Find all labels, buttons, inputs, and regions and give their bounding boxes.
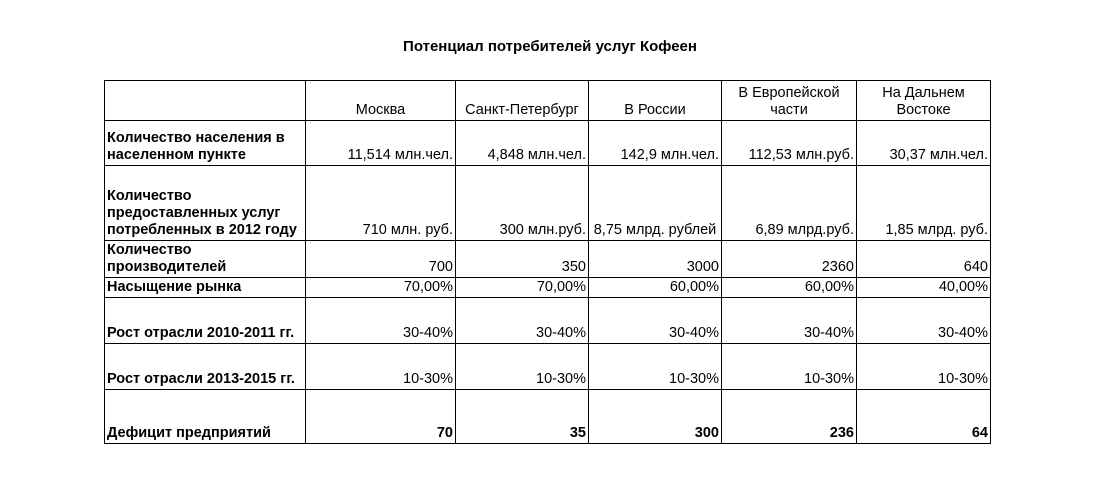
row-label: Количество предоставленных услуг потребленных в 2012 году xyxy=(105,166,306,241)
table-cell: 30-40% xyxy=(456,298,589,344)
table-row xyxy=(105,241,991,278)
table-cell: 70 xyxy=(306,390,456,444)
table-row xyxy=(105,298,991,344)
document-title: Потенциал потребителей услуг Кофеен xyxy=(403,38,697,55)
table-cell: 10-30% xyxy=(589,344,722,390)
table-cell: 640 xyxy=(857,241,991,278)
table-header-row xyxy=(105,81,991,121)
table-row xyxy=(105,166,991,241)
header-cell-russia: В России xyxy=(589,81,722,121)
table-cell: 350 xyxy=(456,241,589,278)
table-cell: 60,00% xyxy=(589,278,722,298)
row-label: Количество населения в населенном пункте xyxy=(105,121,306,166)
table-cell: 700 xyxy=(306,241,456,278)
table-cell: 11,514 млн.чел. xyxy=(306,121,456,166)
table-cell: 30-40% xyxy=(306,298,456,344)
table-cell: 2360 xyxy=(722,241,857,278)
table-cell: 70,00% xyxy=(306,278,456,298)
table-cell: 8,75 млрд. рублей xyxy=(589,166,722,241)
row-label: Насыщение рынка xyxy=(105,278,306,298)
table-cell: 10-30% xyxy=(456,344,589,390)
table-cell: 300 млн.руб. xyxy=(456,166,589,241)
table-cell: 30-40% xyxy=(589,298,722,344)
table-cell: 300 xyxy=(589,390,722,444)
table-cell: 70,00% xyxy=(456,278,589,298)
row-label: Количество производителей xyxy=(105,241,306,278)
table-cell: 710 млн. руб. xyxy=(306,166,456,241)
table-row xyxy=(105,121,991,166)
table-cell: 1,85 млрд. руб. xyxy=(857,166,991,241)
table-cell: 64 xyxy=(857,390,991,444)
table-cell: 10-30% xyxy=(857,344,991,390)
table-row xyxy=(105,390,991,444)
table-cell: 10-30% xyxy=(722,344,857,390)
table-cell: 40,00% xyxy=(857,278,991,298)
header-cell-far-east: На Дальнем Востоке xyxy=(857,81,991,121)
table-cell: 30-40% xyxy=(722,298,857,344)
header-cell-moscow: Москва xyxy=(306,81,456,121)
table-cell: 6,89 млрд.руб. xyxy=(722,166,857,241)
row-label: Дефицит предприятий xyxy=(105,390,306,444)
table-cell: 30,37 млн.чел. xyxy=(857,121,991,166)
table-cell: 30-40% xyxy=(857,298,991,344)
header-cell-european-part: В Европейской части xyxy=(722,81,857,121)
table-cell: 112,53 млн.руб. xyxy=(722,121,857,166)
table-row xyxy=(105,344,991,390)
table-cell: 10-30% xyxy=(306,344,456,390)
consumer-potential-table xyxy=(104,80,991,444)
header-cell-spb: Санкт-Петербург xyxy=(456,81,589,121)
table-cell: 4,848 млн.чел. xyxy=(456,121,589,166)
table-cell: 236 xyxy=(722,390,857,444)
row-label: Рост отрасли 2010-2011 гг. xyxy=(105,298,306,344)
table-cell: 60,00% xyxy=(722,278,857,298)
table-row xyxy=(105,278,991,298)
table-cell: 35 xyxy=(456,390,589,444)
header-cell-corner xyxy=(105,81,306,121)
row-label: Рост отрасли 2013-2015 гг. xyxy=(105,344,306,390)
table-cell: 142,9 млн.чел. xyxy=(589,121,722,166)
table-cell: 3000 xyxy=(589,241,722,278)
